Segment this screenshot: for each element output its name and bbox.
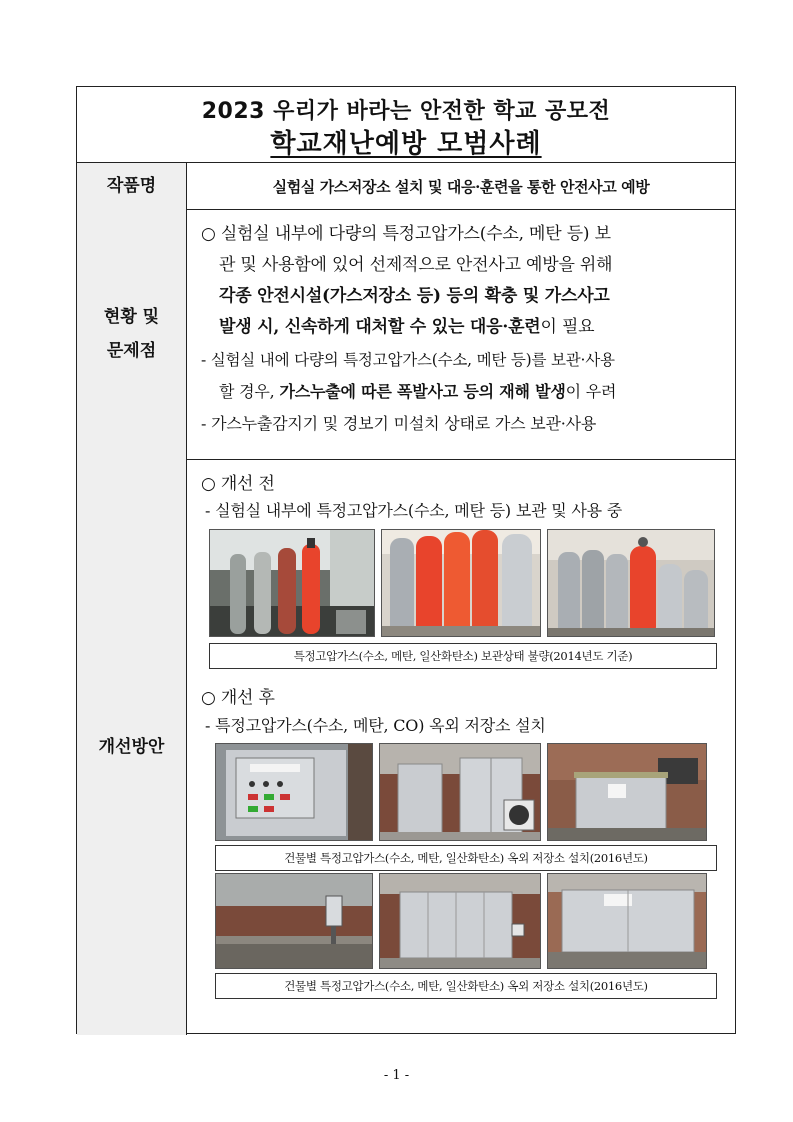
before-description: - 실험실 내부에 특정고압가스(수소, 메탄 등) 보관 및 사용 중 <box>205 501 623 520</box>
after-caption-1: 건물별 특정고압가스(수소, 메탄, 일산화탄소) 옥외 저장소 설치(2016년도) <box>215 845 717 871</box>
contest-title: 2023 우리가 바라는 안전한 학교 공모전 <box>201 99 611 124</box>
before-photo-strip <box>209 529 715 637</box>
status-bullet1-line4 <box>219 312 594 337</box>
improvement-label <box>77 459 187 1035</box>
improvement-label-text: 개선방안 <box>98 737 165 757</box>
subject-label <box>77 163 187 209</box>
status-bullet1-line4-rest: 이 필요 <box>540 317 595 337</box>
status-bullet3: - 가스누출감지기 및 경보기 미설치 상태로 가스 보관·사용 <box>201 414 597 433</box>
after-photo-strip-2 <box>215 873 707 969</box>
after-photo-1 <box>215 743 373 841</box>
after-description: - 특정고압가스(수소, 메탄, CO) 옥외 저장소 설치 <box>205 716 546 735</box>
status-label <box>77 209 187 459</box>
before-heading: ○ 개선 전 <box>201 474 275 494</box>
before-photo-1 <box>209 529 375 637</box>
after-photo-strip-1 <box>215 743 707 841</box>
after-photo-2 <box>379 743 541 841</box>
subject-value: 실험실 가스저장소 설치 및 대응·훈련을 통한 안전사고 예방 <box>272 177 650 196</box>
status-content <box>187 209 735 459</box>
status-label-line2: 문제점 <box>106 341 157 361</box>
title-block <box>77 87 735 163</box>
after-photo-3 <box>547 743 707 841</box>
status-label-line1: 현황 및 <box>103 307 160 327</box>
document-title: 학교재난예방 모범사례 <box>270 129 542 159</box>
status-bullet1-line2: 관 및 사용함에 있어 선제적으로 안전사고 예방을 위해 <box>219 255 613 275</box>
improvement-content <box>187 459 735 1035</box>
after-photo-5 <box>379 873 541 969</box>
document-table <box>76 86 736 1034</box>
status-bullet1-line4-bold: 발생 시, 신속하게 대처할 수 있는 대응·훈련 <box>219 317 541 337</box>
after-caption-2: 건물별 특정고압가스(수소, 메탄, 일산화탄소) 옥외 저장소 설치(2016년도) <box>215 973 717 999</box>
before-photo-3 <box>547 529 715 637</box>
before-photo-2 <box>381 529 541 637</box>
status-bullet2-end: 이 우려 <box>565 382 617 401</box>
after-photo-6 <box>547 873 707 969</box>
before-caption: 특정고압가스(수소, 메탄, 일산화탄소) 보관상태 불량(2014년도 기준) <box>209 643 717 669</box>
status-bullet2-bold: 가스누출에 따른 폭발사고 등의 재해 발생 <box>279 382 566 401</box>
status-bullet1-line1: ○ 실험실 내부에 다량의 특정고압가스(수소, 메탄 등) 보 <box>201 224 611 244</box>
subject-label-text: 작품명 <box>106 176 157 196</box>
status-bullet1-line3: 각종 안전시설(가스저장소 등) 등의 확충 및 가스사고 <box>219 286 610 306</box>
page-number: - 1 - <box>383 1068 410 1083</box>
after-photo-4 <box>215 873 373 969</box>
status-bullet2-line1: - 실험실 내에 다량의 특정고압가스(수소, 메탄 등)를 보관·사용 <box>201 351 615 369</box>
after-heading: ○ 개선 후 <box>201 688 275 708</box>
status-bullet2-line2 <box>219 379 616 402</box>
status-bullet2-start: 할 경우, <box>219 382 280 401</box>
